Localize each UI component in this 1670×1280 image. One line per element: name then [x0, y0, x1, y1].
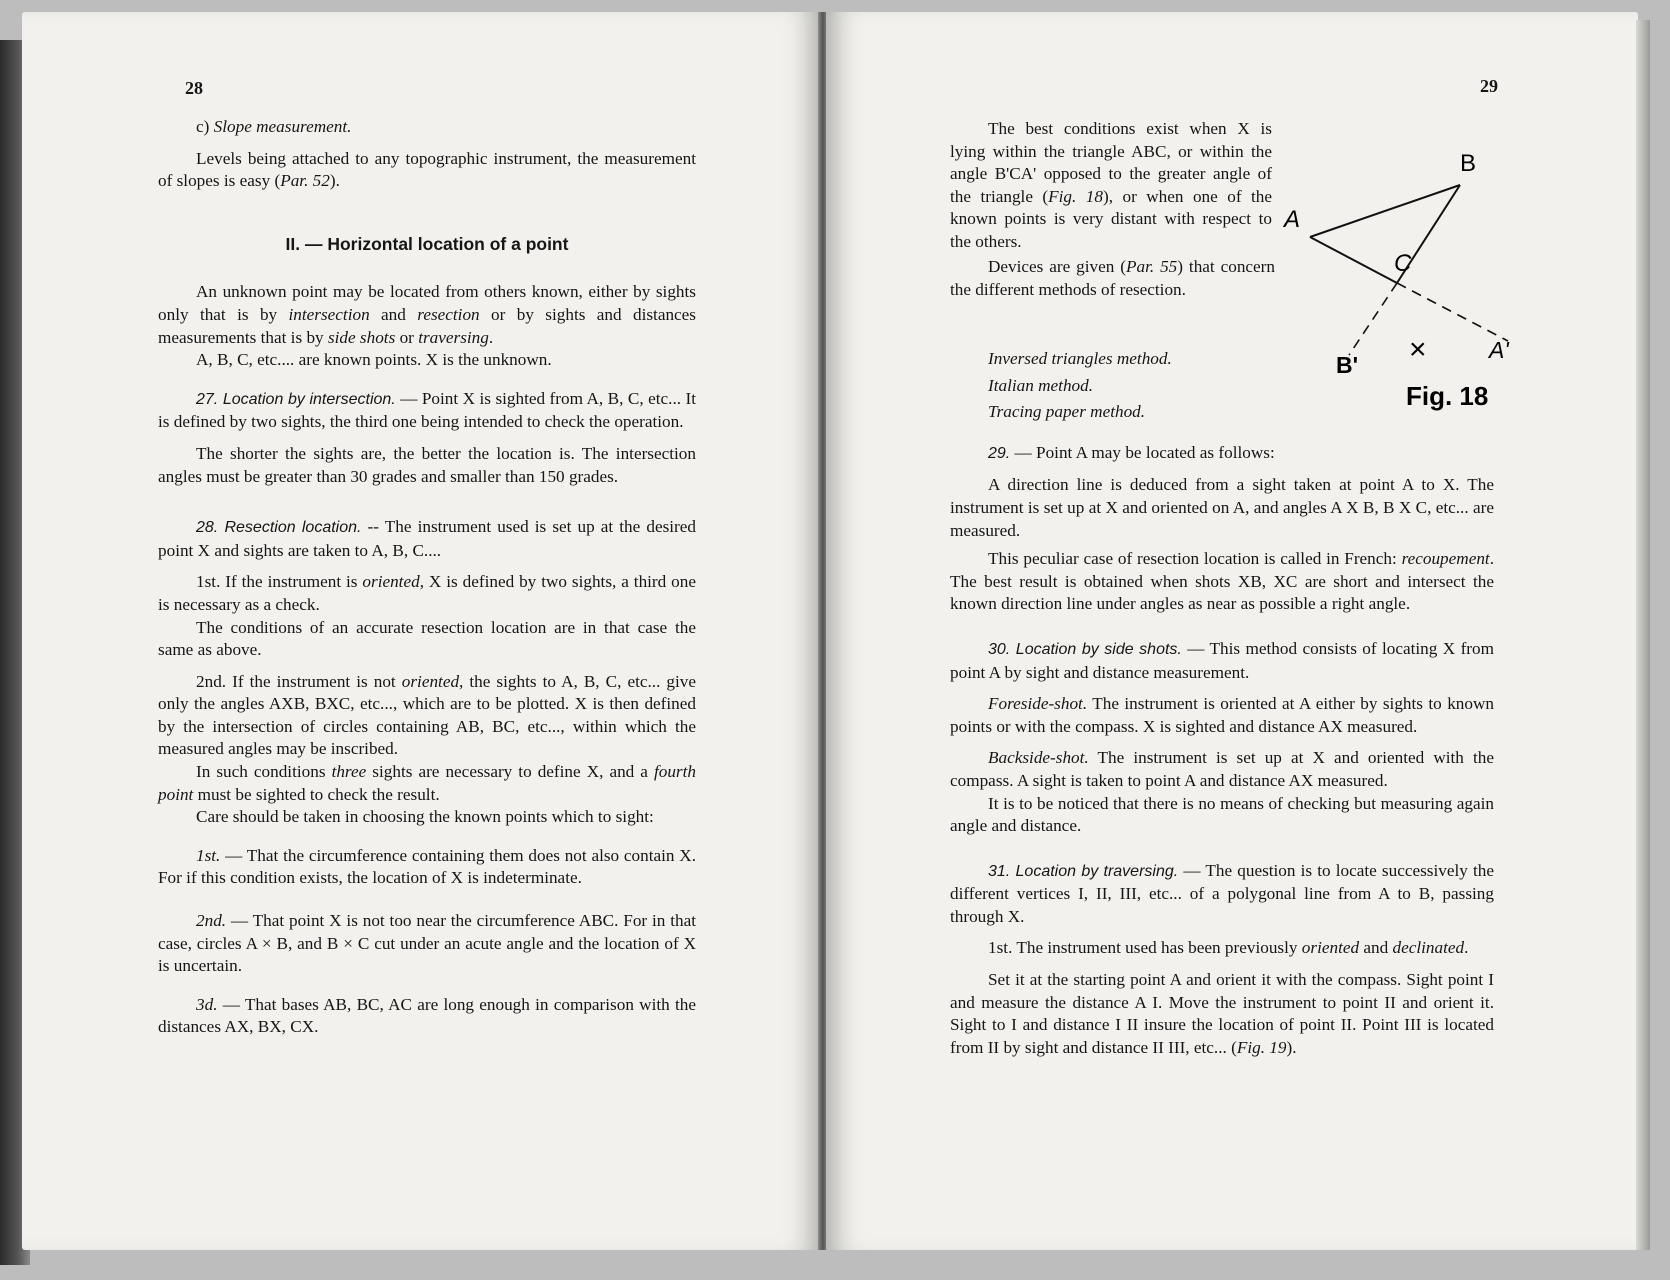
condition-3: 3d. — That bases AB, BC, AC are long enough in comparison with the distances AX, BX, CX. [158, 994, 696, 1037]
label-b-prime: B' [1336, 352, 1359, 378]
book-page-edge [1636, 20, 1650, 1250]
noticed-paragraph: It is to be noticed that there is no means of checking but measuring again angle and distance. [950, 793, 1494, 836]
devices-block [950, 256, 1275, 301]
section-29-paragraph-1: A direction line is deduced from a sight taken at point A to X. The instrument is set up at X and oriented on A, and angles A X B, B X C, etc... are measured. [950, 475, 1494, 540]
slope-paragraph: Levels being attached to any topographic instrument, the measurement of slopes is easy (Par. 52). [158, 148, 696, 191]
section-31-set: Set it at the starting point A and orient it with the compass. Sight point I and measure the distance A I. Move the instrument to point II and orient it. Sight to I and distance I II insure the location of point II. Point III is located from II by sight and distance II III, etc... (Fig. 19). [950, 970, 1494, 1057]
right-page-text-lower [950, 348, 1494, 1059]
section-heading: II. — Horizontal location of a point [285, 233, 569, 254]
devices-paragraph: Devices are given (Par. 55) that concern the different methods of resection. [950, 257, 1276, 299]
section-31: 31. Location by traversing. — The question is to locate successively the different vertices I, II, III, etc... of a polygonal line from A to B, passing through X. [950, 860, 1494, 926]
line-ab [1310, 185, 1460, 237]
slope-heading: c) Slope measurement. [196, 117, 352, 136]
section-28: 28. Resection location. -- The instrument used is set up at the desired point X and sights are taken to A, B, C.... [158, 517, 696, 560]
figure-caption: Fig. 18 [1406, 381, 1489, 411]
backside-shot: Backside-shot. The instrument is set up at X and oriented with the compass. A sight is taken to point A and distance AX measured. [950, 748, 1494, 790]
method-1: Inversed triangles method. [988, 349, 1172, 368]
best-conditions-line: The best conditions exist when X is lying within the triangle ABC, or within the angle B'CA' opposed to the greater angle of the triangle (Fig. 18), or when one of the known points is very distant with respect to the others. [950, 118, 1494, 254]
method-2: Italian method. [988, 375, 1094, 395]
left-page [22, 12, 822, 1250]
section-29: 29. — Point A may be located as follows: [988, 442, 1275, 462]
left-page-text [158, 116, 696, 1039]
label-c: C [1394, 250, 1412, 277]
line-cb-prime [1349, 283, 1397, 355]
section-28-three-sights: In such conditions three sights are necessary to define X, and a fourth point must be sighted to check the result. [158, 762, 696, 804]
foreside-shot: Foreside-shot. The instrument is oriented at A either by sights to known points or with the compass. X is sighted and distance AX measured. [950, 694, 1494, 736]
section-27-paragraph-2: The shorter the sights are, the better the location is. The intersection angles must be greater than 30 grades and smaller than 150 grades. [158, 443, 696, 486]
section-27: 27. Location by intersection. — Point X is sighted from A, B, C, etc... It is defined by two sights, the third one being intended to check the operation. [158, 388, 697, 432]
page-number-left: 28 [185, 78, 203, 98]
section-29-paragraph-2: This peculiar case of resection location is called in French: recoupement. The best result is obtained when shots XB, XC are short and intersect the known direction line under angles as near as possible a right angle. [950, 549, 1494, 614]
label-x: × [1409, 333, 1427, 366]
section-30: 30. Location by side shots. — This method consists of locating X from point A by sight and distance measurement. [950, 638, 1494, 682]
label-a: A [1284, 206, 1301, 233]
known-points-paragraph: A, B, C, etc.... are known points. X is the unknown. [196, 350, 552, 370]
care-paragraph: Care should be taken in choosing the known points which to sight: [196, 807, 654, 827]
section-28-first: 1st. If the instrument is oriented, X is defined by two sights, a third one is necessary as a check. [158, 572, 696, 614]
page-number-right: 29 [1480, 76, 1498, 96]
condition-1: 1st. — That the circumference containing them does not also contain X. For if this condition exists, the location of X is indeterminate. [158, 845, 696, 888]
section-28-conditions: The conditions of an accurate resection location are in that case the same as above. [158, 617, 696, 660]
section-31-first: 1st. The instrument used has been previously oriented and declinated. [988, 938, 1469, 958]
condition-2: 2nd. — That point X is not too near the circumference ABC. For in that case, circles A × B, and B × C cut under an acute angle and the location of X is uncertain. [158, 911, 696, 976]
line-ac [1310, 237, 1397, 283]
method-3: Tracing paper method. [988, 402, 1146, 422]
figure-18-diagram [1232, 143, 1542, 433]
intro-paragraph: An unknown point may be located from others known, either by sights only that is by intersection and resection or by sights and distances measurements that is by side shots or traversing. [158, 282, 696, 347]
section-28-second: 2nd. If the instrument is not oriented, the sights to A, B, C, etc... give only the angles AXB, BXC, etc..., which are to be plotted. X is then defined by the intersection of circles containing AB, BC, etc..., within which the measured angles may be inscribed. [158, 671, 697, 759]
label-b: B [1460, 150, 1477, 177]
label-a-prime: A' [1489, 337, 1509, 363]
